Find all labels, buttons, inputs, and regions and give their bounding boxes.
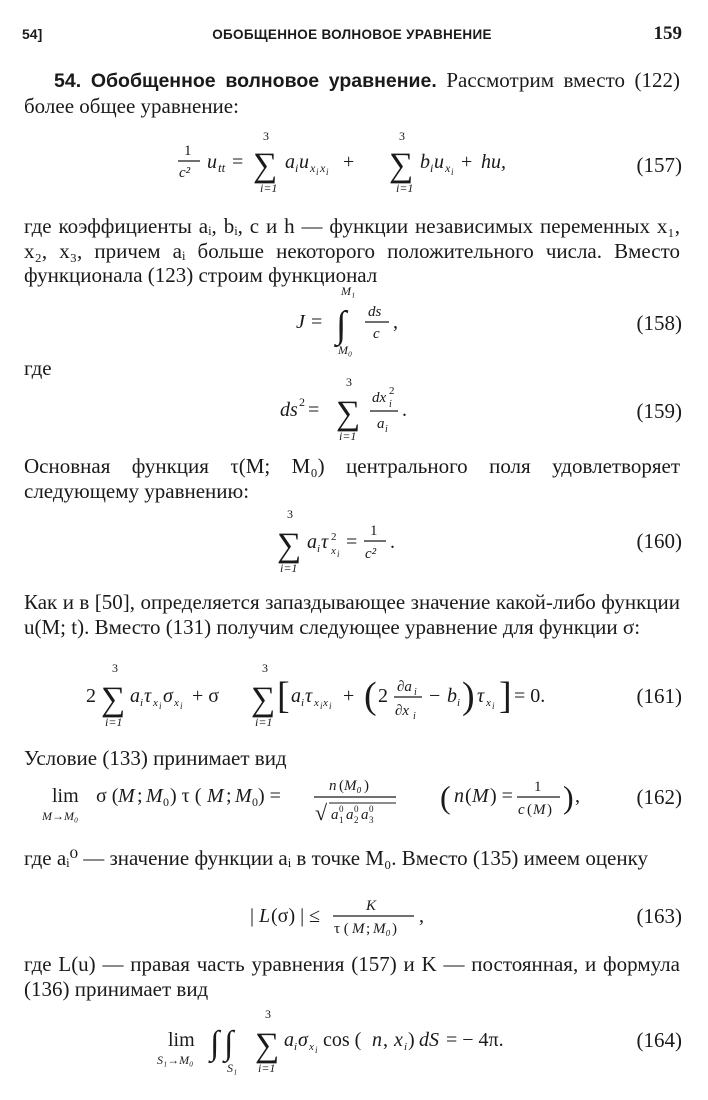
svg-text:2: 2: [86, 685, 96, 707]
equation-162-formula: [0, 774, 620, 836]
paragraph: где aᵢ⁰ — значение функции aᵢ в точке M₀. Вместо (135) имеем оценку: [24, 846, 649, 870]
svg-text:3: 3: [263, 129, 269, 143]
svg-text:τ: τ: [305, 685, 313, 707]
svg-text:M₀: M₀: [344, 778, 362, 794]
svg-text:i: i: [320, 701, 323, 711]
svg-text:(: (: [440, 779, 451, 815]
svg-text:,: ,: [383, 1029, 388, 1051]
svg-text:x: x: [314, 697, 319, 709]
svg-text:−: −: [429, 685, 441, 707]
svg-text:i: i: [159, 701, 162, 711]
svg-text:x: x: [309, 1041, 314, 1053]
svg-text:a: a: [377, 416, 385, 432]
svg-text:K: K: [366, 898, 377, 914]
svg-text:M₁: M₁: [341, 284, 356, 298]
equation-159: [0, 372, 708, 446]
svg-text:x: x: [320, 161, 326, 175]
svg-text:lim: lim: [52, 785, 79, 807]
svg-text:,: ,: [575, 785, 580, 807]
svg-text:i: i: [329, 701, 332, 711]
svg-text:2: 2: [299, 395, 305, 409]
svg-text:(: (: [527, 802, 532, 818]
svg-text:b: b: [447, 685, 457, 707]
svg-text:;: ;: [226, 785, 232, 807]
svg-text:= − 4π.: = − 4π.: [446, 1029, 504, 1051]
paragraph: Условие (133) принимает вид: [24, 746, 287, 770]
svg-text:i=1: i=1: [258, 1061, 276, 1075]
svg-text:i: i: [315, 1045, 318, 1055]
equation-163-formula: [0, 892, 600, 940]
svg-text:n: n: [454, 785, 464, 807]
svg-text:M₀: M₀: [373, 921, 391, 937]
section-intro: [24, 68, 680, 118]
equation-158: [0, 282, 708, 358]
svg-text:tt: tt: [218, 160, 226, 175]
svg-text:∑: ∑: [336, 395, 361, 432]
equation-164: [0, 1004, 708, 1078]
svg-text:M: M: [472, 785, 489, 807]
svg-text:σ (: σ (: [96, 785, 119, 807]
svg-text:i=1: i=1: [260, 181, 278, 195]
equation-number: (157): [636, 153, 682, 177]
svg-text:i=1: i=1: [339, 429, 357, 443]
svg-text:;: ;: [366, 921, 371, 937]
svg-text:i: i: [451, 167, 454, 177]
svg-text:√: √: [315, 800, 328, 825]
svg-text:M: M: [118, 785, 135, 807]
svg-text:]: ]: [499, 675, 512, 717]
svg-text:i: i: [414, 687, 417, 698]
equation-160-formula: [0, 504, 600, 578]
svg-text:3: 3: [262, 661, 268, 675]
svg-text:n: n: [329, 778, 337, 794]
svg-text:c²: c²: [365, 546, 377, 562]
svg-text:3: 3: [287, 507, 293, 521]
svg-text:M→M₀: M→M₀: [42, 809, 79, 823]
svg-text:dx: dx: [372, 390, 387, 406]
svg-text:u: u: [207, 151, 217, 173]
svg-text:dS: dS: [419, 1029, 439, 1051]
svg-text:S₁→M₀: S₁→M₀: [157, 1053, 194, 1067]
svg-text:cos (: cos (: [323, 1029, 362, 1051]
equation-159-formula: [0, 372, 600, 446]
svg-text:) =: ) =: [258, 785, 281, 807]
svg-text:∫: ∫: [224, 1025, 234, 1062]
running-title: ОБОБЩЕННОЕ ВОЛНОВОЕ УРАВНЕНИЕ: [212, 27, 492, 42]
svg-text:) =: ) =: [490, 785, 513, 807]
svg-text:x: x: [174, 697, 179, 709]
svg-text:x: x: [394, 1029, 403, 1051]
svg-text:a: a: [285, 151, 295, 173]
svg-text:) τ (: ) τ (: [170, 785, 202, 807]
svg-text:τ: τ: [477, 685, 485, 707]
paragraph: Как и в [50], определяется запаздывающее значение какой-либо функции u(M; t). Вместо (131) получим следующее уравнение для функции σ:: [24, 590, 680, 639]
svg-text:=: =: [308, 399, 320, 421]
svg-text:σ: σ: [298, 1029, 308, 1051]
svg-text:i: i: [316, 167, 319, 177]
svg-text:hu,: hu,: [481, 151, 506, 173]
svg-text:u: u: [299, 151, 309, 173]
section-title: 54. Обобщенное волновое уравнение.: [54, 70, 437, 92]
svg-text:∑: ∑: [277, 527, 302, 564]
svg-text:i: i: [492, 701, 495, 711]
svg-text:lim: lim: [168, 1029, 195, 1051]
svg-text:M: M: [352, 921, 365, 937]
svg-text:τ (: τ (: [334, 921, 349, 937]
svg-text:;: ;: [137, 785, 143, 807]
svg-text:): ): [462, 675, 475, 717]
svg-text:M: M: [146, 785, 163, 807]
svg-text:3: 3: [399, 129, 405, 143]
svg-text:x: x: [310, 161, 316, 175]
svg-text:c: c: [518, 802, 525, 818]
svg-text:i: i: [317, 543, 321, 555]
svg-text:σ: σ: [163, 685, 173, 707]
svg-text:0: 0: [354, 804, 359, 814]
svg-text:i: i: [385, 424, 388, 435]
svg-text:c: c: [373, 326, 380, 342]
equation-160: [0, 504, 708, 578]
equation-163: [0, 892, 708, 940]
svg-text:ds: ds: [280, 399, 298, 421]
svg-text:∫: ∫: [210, 1025, 220, 1062]
svg-text:=: =: [346, 531, 358, 553]
svg-text:i=1: i=1: [280, 561, 298, 575]
svg-text:1: 1: [339, 815, 344, 825]
svg-text:): ): [547, 802, 552, 818]
svg-text:= 0.: = 0.: [514, 685, 546, 707]
equation-158-formula: [0, 282, 600, 358]
svg-text:i=1: i=1: [255, 715, 273, 729]
svg-text:∂x: ∂x: [395, 703, 410, 719]
svg-text:1: 1: [534, 779, 542, 795]
svg-text:S₁: S₁: [227, 1061, 238, 1075]
svg-text:u: u: [434, 151, 444, 173]
paragraph: где: [24, 356, 52, 380]
svg-text:3: 3: [112, 661, 118, 675]
svg-text:0: 0: [252, 795, 258, 809]
svg-text:a: a: [130, 685, 140, 707]
svg-text:3: 3: [265, 1007, 271, 1021]
svg-text:M: M: [207, 785, 224, 807]
svg-text:x: x: [323, 697, 328, 709]
svg-text:x: x: [153, 697, 158, 709]
svg-text:2: 2: [389, 385, 395, 397]
svg-text:=: =: [311, 311, 323, 333]
svg-text:,: ,: [393, 311, 398, 333]
svg-text:τ: τ: [321, 531, 329, 553]
equation-number: (160): [636, 529, 682, 553]
svg-text:∑: ∑: [101, 681, 126, 718]
equation-number: (164): [636, 1028, 682, 1052]
svg-text:i=1: i=1: [396, 181, 414, 195]
svg-text:): ): [364, 778, 369, 794]
equation-number: (162): [636, 785, 682, 809]
svg-text:): ): [563, 779, 574, 815]
svg-text:2: 2: [378, 685, 388, 707]
svg-text:=: =: [232, 151, 244, 173]
svg-text:1: 1: [184, 143, 192, 159]
svg-text:+: +: [343, 151, 355, 173]
svg-text:i: i: [337, 549, 340, 559]
equation-162: [0, 774, 708, 836]
equation-number: (159): [636, 399, 682, 423]
svg-text:a: a: [361, 807, 369, 823]
svg-text:i: i: [389, 399, 392, 410]
equation-number: (163): [636, 904, 682, 928]
svg-text:,: ,: [419, 905, 424, 927]
equation-number: (158): [636, 311, 682, 335]
svg-text:a: a: [284, 1029, 294, 1051]
section-ref: 54]: [22, 26, 43, 42]
svg-text:3: 3: [346, 375, 352, 389]
svg-text:∑: ∑: [389, 147, 414, 184]
svg-text:a: a: [307, 531, 317, 553]
svg-text:x: x: [486, 697, 491, 709]
svg-text:ds: ds: [368, 304, 382, 320]
svg-text:∑: ∑: [253, 147, 278, 184]
svg-text:): ): [392, 921, 397, 937]
svg-text:b: b: [420, 151, 430, 173]
equation-161-formula: [0, 660, 620, 734]
svg-text:): ): [408, 1029, 415, 1051]
equation-164-formula: [0, 1004, 600, 1078]
svg-text:i: i: [295, 161, 299, 175]
svg-text:a: a: [331, 807, 339, 823]
svg-text:(: (: [364, 675, 377, 717]
svg-text:x: x: [445, 161, 451, 175]
svg-text:∑: ∑: [255, 1027, 280, 1064]
svg-text:2: 2: [354, 815, 359, 825]
equation-157: [0, 126, 708, 198]
svg-text:τ: τ: [144, 685, 152, 707]
svg-text:∫: ∫: [336, 304, 347, 346]
svg-text:i: i: [457, 697, 461, 709]
svg-text:c²: c²: [179, 165, 191, 181]
equation-157-formula: [0, 126, 600, 198]
svg-text:3: 3: [369, 815, 374, 825]
svg-text:i: i: [413, 711, 416, 722]
svg-text:0: 0: [339, 804, 344, 814]
running-header: [22, 22, 682, 48]
svg-text:i: i: [326, 167, 329, 177]
svg-text:∑: ∑: [251, 681, 276, 718]
equation-number: (161): [636, 684, 682, 708]
svg-text:+: +: [461, 151, 473, 173]
svg-text:+ σ: + σ: [192, 685, 220, 707]
svg-text:i: i: [404, 1041, 408, 1053]
svg-text:(: (: [339, 778, 344, 794]
svg-text:0: 0: [369, 804, 374, 814]
paragraph: где коэффициенты aᵢ, bᵢ, c и h — функции независимых переменных x₁, x₂, x₃, причем aᵢ больше некоторого положительного числа. Вместо функционала (123) строим функционал: [24, 214, 680, 287]
svg-text:.: .: [390, 531, 395, 553]
svg-text:2: 2: [331, 531, 337, 543]
svg-text:(: (: [465, 785, 472, 807]
equation-161: [0, 660, 708, 734]
svg-text:i: i: [140, 697, 144, 709]
svg-text:i: i: [301, 697, 305, 709]
svg-text:a: a: [291, 685, 301, 707]
paragraph: где L(u) — правая часть уравнения (157) и K — постоянная, и формула (136) принимает вид: [24, 952, 680, 1001]
svg-text:i: i: [430, 161, 434, 175]
svg-text:[: [: [277, 675, 290, 717]
svg-text:∂a: ∂a: [397, 679, 412, 695]
svg-text:+: +: [343, 685, 355, 707]
svg-text:i=1: i=1: [105, 715, 123, 729]
svg-text:.: .: [402, 399, 407, 421]
svg-text:L: L: [259, 905, 271, 927]
svg-text:1: 1: [370, 523, 378, 539]
svg-text:a: a: [346, 807, 354, 823]
svg-text:x: x: [331, 545, 336, 557]
svg-text:J: J: [296, 311, 305, 333]
svg-text:(σ) | ≤: (σ) | ≤: [271, 905, 321, 927]
svg-text:n: n: [372, 1029, 382, 1051]
svg-text:i: i: [294, 1041, 298, 1053]
svg-text:M: M: [533, 802, 546, 818]
paragraph: Основная функция τ(M; M₀) центрального поля удовлетворяет следующему уравнению:: [24, 454, 680, 503]
svg-text:M: M: [235, 785, 252, 807]
svg-text:M₀: M₀: [338, 343, 353, 357]
svg-text:i: i: [180, 701, 183, 711]
svg-text:0: 0: [163, 795, 169, 809]
page-number: 159: [653, 23, 682, 44]
svg-text:|: |: [250, 905, 255, 927]
section-intro-text: Рассмотрим вместо (122) более общее уравнение:: [24, 68, 681, 118]
